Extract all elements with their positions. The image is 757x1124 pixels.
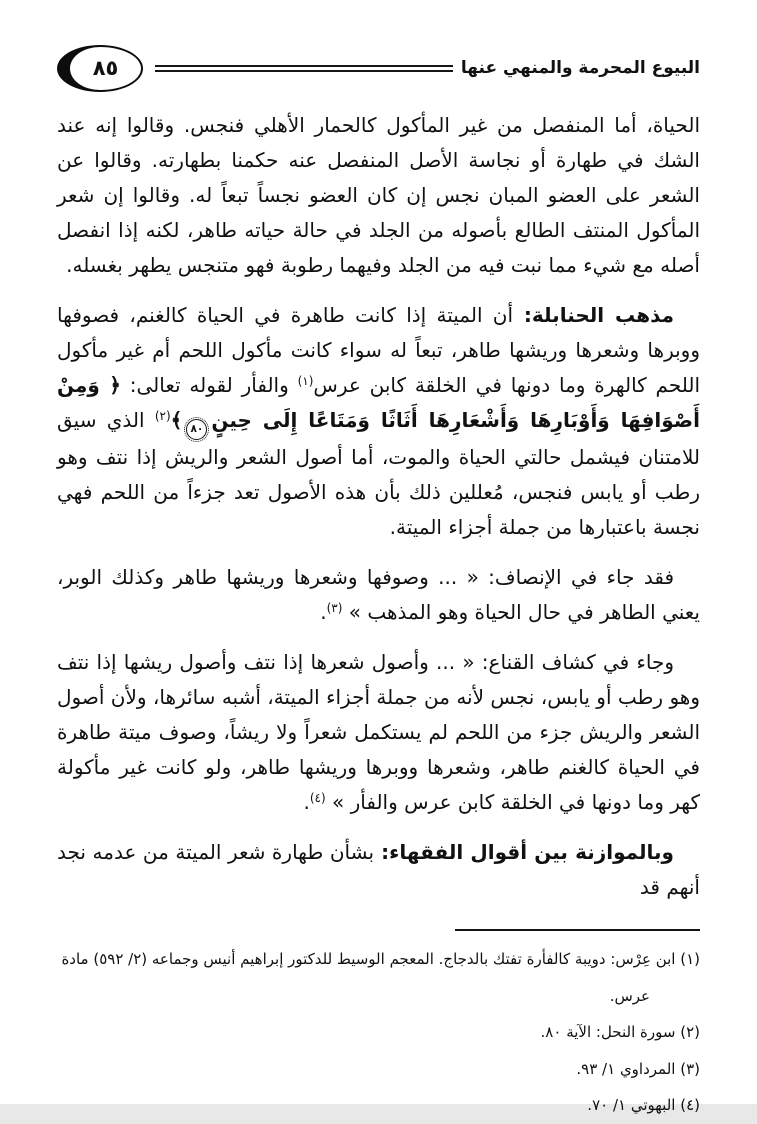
paragraph bbox=[57, 835, 700, 905]
header-double-rule bbox=[155, 65, 453, 72]
paragraph bbox=[57, 108, 700, 283]
page-header bbox=[57, 42, 700, 94]
footnotes-section bbox=[57, 929, 700, 1124]
text-segment: أن الميتة إذا كانت طاهرة في الحياة كالغنم، فصوفها ووبرها وشعرها وريشها طاهر، تبعاً له سواء كانت مأكول اللحم أم غير مأكول اللحم كالهرة وما دونها في الخلقة كابن عرس bbox=[57, 303, 700, 397]
footnote-marker: (٤) bbox=[309, 791, 326, 805]
page-number: ٨٥ bbox=[92, 56, 119, 80]
page-number-oval bbox=[57, 45, 143, 92]
text-segment: . bbox=[320, 600, 327, 624]
quran-verse: ﴾ bbox=[170, 408, 183, 432]
footnote-separator bbox=[455, 929, 700, 931]
text-segment: والفأر لقوله تعالى: bbox=[120, 373, 298, 397]
chapter-title: البيوع المحرمة والمنهي عنها bbox=[460, 58, 700, 78]
paragraph bbox=[57, 560, 700, 630]
footnote-marker: (٣) bbox=[326, 601, 343, 615]
body-paragraphs bbox=[57, 108, 700, 905]
text-segment: بشأن طهارة شعر الميتة من عدمه نجد أنهم قد bbox=[57, 840, 700, 899]
text-segment: فقد جاء في الإنصاف: « ... وصوفها وشعرها وريشها طاهر وكذلك الوبر، يعني الطاهر في حال الحياة وهو المذهب » bbox=[57, 565, 700, 624]
ayah-number-badge: ٨٠ bbox=[186, 419, 207, 440]
footnote-marker: (٢) bbox=[154, 409, 171, 423]
bold-lead: وبالموازنة بين أقوال الفقهاء: bbox=[374, 840, 674, 864]
text-segment: الذي سيق للامتنان فيشمل حالتي الحياة والموت، أما أصول الشعر والريش إذا نتف وهو رطب أو يابس فنجس، مُعللين ذلك بأن هذه الأصول تعد جزءاً من اللحم فهي نجسة باعتبارها من جملة أجزاء الميتة. bbox=[57, 408, 700, 539]
footnote-3: (٣) المرداوي ١/ ٩٣. bbox=[576, 1059, 700, 1078]
footnote-1-continuation: عرس. bbox=[609, 986, 650, 1005]
footnote-marker: (١) bbox=[297, 374, 314, 388]
footnote-4: (٤) البهوتي ١/ ٧٠. bbox=[587, 1096, 700, 1114]
quran-verse: ﴿ وَمِنْ أَصْوَافِهَا وَأَوْبَارِهَا وَأَشْعَارِهَا أَثَاثًا وَمَتَاعًا إِلَى حِينٍ bbox=[57, 373, 700, 432]
text-segment: . bbox=[303, 790, 310, 814]
paragraph bbox=[57, 645, 700, 820]
text-segment: وجاء في كشاف القناع: « ... وأصول شعرها إذا نتف وأصول ريشها إذا نتف وهو رطب أو يابس، نجس لأنه من جملة أجزاء الميتة، أشبه سائرها، ولأن أصول الشعر والريش جزء من اللحم لم يستكمل شعراً ولا ريشاً، وصوف ميتة طاهرة في الحياة كالغنم طاهر، وشعرها ووبرها وريشها طاهر، ولو كانت غير مأكولة كهر وما دونها في الخلقة كابن عرس والفأر » bbox=[57, 650, 700, 814]
footnote-2: (٢) سورة النحل: الآية ٨٠. bbox=[540, 1023, 700, 1041]
bold-lead: مذهب الحنابلة: bbox=[513, 303, 675, 327]
paragraph bbox=[57, 298, 700, 545]
footnote-1: (١) ابن عِرْس: دويبة كالفأرة تفتك بالدجاج. المعجم الوسيط للدكتور إبراهيم أنيس وجماعه (٢/ ٥٩٢) مادة bbox=[61, 950, 700, 968]
text-segment: الحياة، أما المنفصل من غير المأكول كالحمار الأهلي فنجس. وقالوا إنه عند الشك في طهارة أو نجاسة الأصل المنفصل عنه حكمنا بطهارته. وقالوا عن الشعر على العضو المبان نجس إن كان العضو نجساً تبعاً له. وقالوا إن شعر المأكول المنتف الطالع بأصوله من الجلد في حالة حياته طاهر، لكنه إذا انفصل أصله مع شيء مما نبت فيه من الجلد وفيهما رطوبة فهو متنجس يطهر بغسله. bbox=[57, 113, 700, 277]
